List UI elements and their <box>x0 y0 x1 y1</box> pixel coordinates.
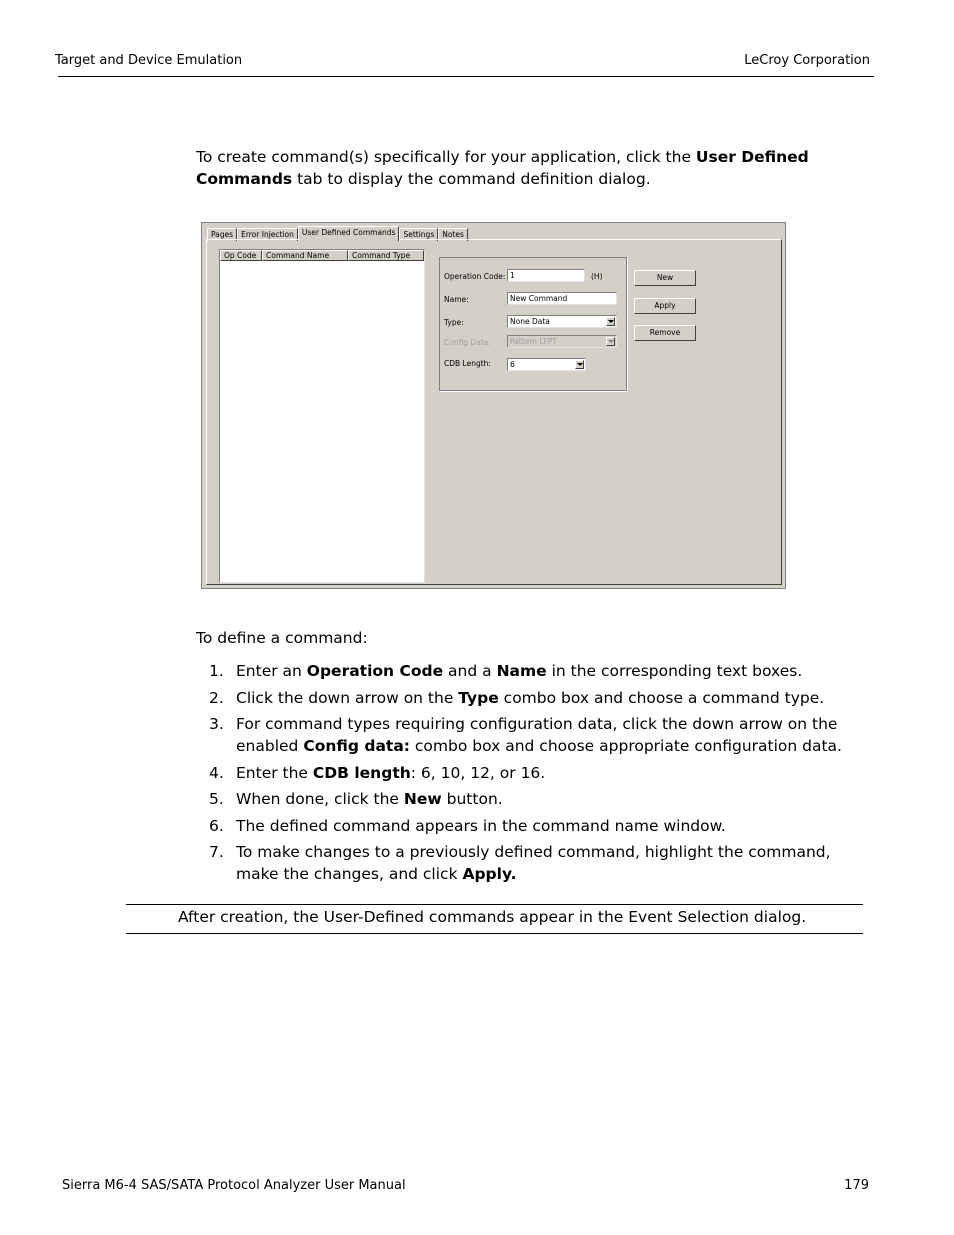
list-item <box>196 713 866 757</box>
step-text: Click the down arrow on the <box>236 688 459 707</box>
name-label: Name: <box>444 295 469 304</box>
op-code-input[interactable]: 1 <box>507 269 585 282</box>
new-button[interactable]: New <box>634 270 696 286</box>
name-input[interactable]: New Command <box>507 292 617 305</box>
step-bold-term: Apply. <box>462 865 517 883</box>
step-bold-term: Name <box>496 662 547 680</box>
command-definition-group <box>439 257 627 391</box>
note-text: After creation, the User-Defined commands appear in the Event Selection dialog. <box>178 908 807 926</box>
tab-user-defined-commands[interactable]: User Defined Commands <box>298 226 400 241</box>
step-text: The defined command appears in the command name window. <box>236 816 726 835</box>
list-item <box>196 841 866 885</box>
step-text: When done, click the <box>236 790 404 808</box>
command-list[interactable] <box>219 249 425 583</box>
list-item <box>196 762 866 784</box>
tab-notes[interactable]: Notes <box>438 228 468 241</box>
step-bold-term: Operation Code <box>306 662 444 680</box>
define-heading: To define a command: <box>196 629 368 647</box>
apply-button[interactable]: Apply <box>634 298 696 314</box>
tab-error-injection[interactable]: Error Injection <box>237 228 298 241</box>
intro-paragraph <box>196 146 886 190</box>
intro-bold: User Defined Commands <box>196 148 809 188</box>
list-item <box>196 788 866 810</box>
step-bold-term: CDB length <box>312 763 411 782</box>
type-label: Type: <box>444 318 464 327</box>
step-text: combo box and choose a command type. <box>498 688 825 707</box>
intro-text-end: tab to display the command definition dialog. <box>292 170 651 188</box>
header-right: LeCroy Corporation <box>744 53 870 68</box>
step-text: combo box and choose appropriate configuration data. <box>409 737 842 755</box>
column-command-name[interactable]: Command Name <box>262 250 348 261</box>
chevron-down-icon <box>606 337 615 346</box>
page-number: 179 <box>844 1178 869 1193</box>
step-bold-term: Type <box>458 688 499 707</box>
type-combo[interactable] <box>507 315 617 328</box>
user-defined-commands-dialog <box>201 222 786 589</box>
step-number: 6. <box>209 816 224 835</box>
type-value: None Data <box>510 317 550 326</box>
op-code-label: Operation Code: <box>444 272 506 281</box>
step-text: Enter the <box>236 763 313 782</box>
step-number: 5. <box>209 790 224 808</box>
cdb-length-combo[interactable] <box>507 358 586 371</box>
note-rule-top <box>126 904 863 905</box>
step-number: 7. <box>209 843 224 861</box>
list-item <box>196 815 866 837</box>
tab-pages[interactable]: Pages <box>207 228 237 241</box>
chevron-down-icon[interactable] <box>575 360 584 369</box>
tab-panel <box>206 239 782 585</box>
step-text: in the corresponding text boxes. <box>546 662 803 680</box>
header-rule <box>58 76 874 77</box>
note-rule-bottom <box>126 933 863 934</box>
column-command-type[interactable]: Command Type <box>348 250 424 261</box>
remove-button[interactable]: Remove <box>634 325 696 341</box>
step-text: For command types requiring configuration data, click the down arrow on the enabled <box>236 715 838 755</box>
list-item <box>196 660 866 682</box>
column-op-code[interactable]: Op Code <box>220 250 262 261</box>
tab-settings[interactable]: Settings <box>399 228 438 241</box>
config-data-combo <box>507 335 617 348</box>
intro-text: To create command(s) specifically for your application, click the <box>196 148 696 166</box>
chevron-down-icon[interactable] <box>606 317 615 326</box>
step-text: and a <box>443 662 497 680</box>
tab-strip <box>207 226 468 240</box>
steps-list <box>196 660 866 890</box>
command-list-header <box>220 250 424 261</box>
step-text: To make changes to a previously defined command, highlight the command, make the changes, and click <box>236 843 831 883</box>
step-text: Enter an <box>236 662 307 680</box>
step-number: 3. <box>209 715 224 733</box>
step-text: button. <box>441 790 503 808</box>
step-text: : 6, 10, 12, or 16. <box>410 763 546 782</box>
step-number: 4. <box>209 763 224 782</box>
config-data-label: Config Data: <box>444 338 491 347</box>
op-code-hex-suffix: (H) <box>591 272 603 281</box>
footer-title: Sierra M6-4 SAS/SATA Protocol Analyzer User Manual <box>62 1178 406 1193</box>
step-number: 2. <box>209 688 224 707</box>
config-data-value: Pattern LFPT <box>510 337 557 346</box>
list-item <box>196 687 866 709</box>
cdb-length-label: CDB Length: <box>444 359 491 368</box>
step-number: 1. <box>209 662 224 680</box>
step-bold-term: Config data: <box>303 737 410 755</box>
header-left: Target and Device Emulation <box>55 53 243 68</box>
cdb-length-value: 6 <box>510 360 515 369</box>
step-bold-term: New <box>403 790 442 808</box>
